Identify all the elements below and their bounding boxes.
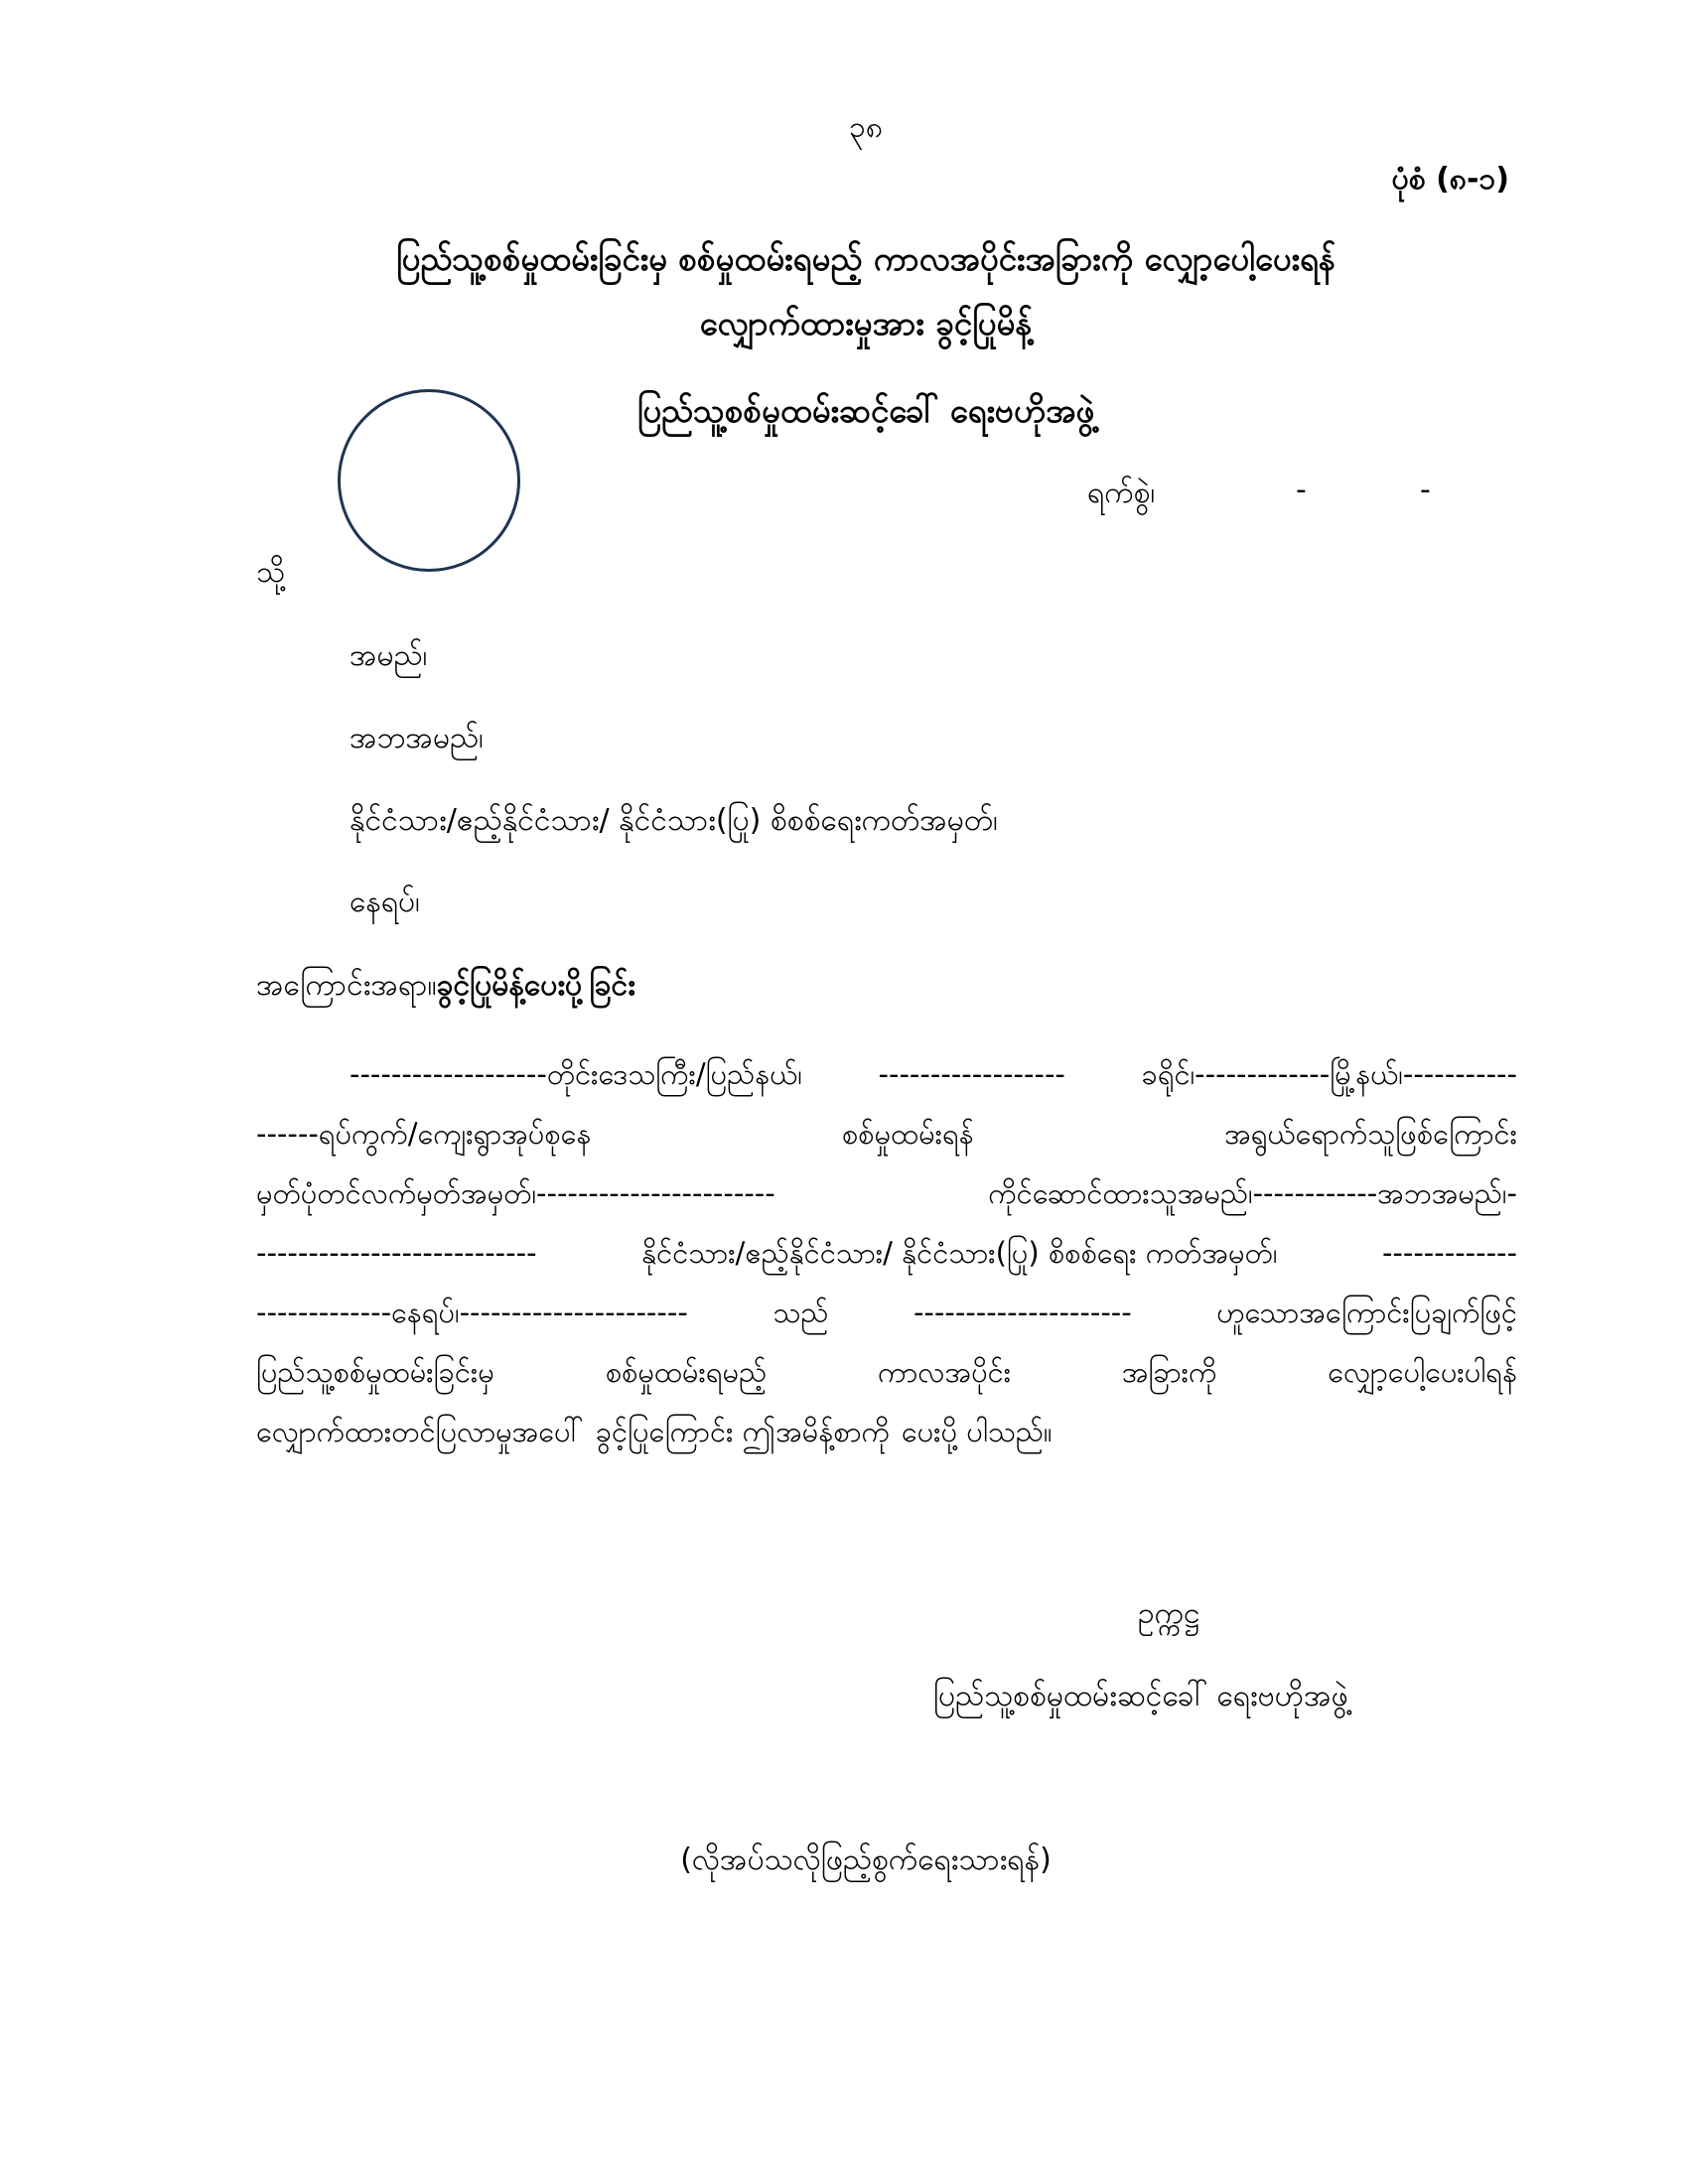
body-line-5	[256, 1283, 1517, 1342]
body-line-7	[256, 1402, 1517, 1461]
signature-issuer: ပြည်သူ့စစ်မှုထမ်းဆင့်ခေါ် ရေးဗဟိုအဖွဲ့	[933, 1679, 1348, 1713]
field-id-card: နိုင်ငံသား/ဧည့်နိုင်ငံသား/ နိုင်ငံသား(ပြု) စိစစ်ရေးကတ်အမှတ်၊	[350, 803, 998, 838]
body-segment: -------------	[1381, 1236, 1517, 1270]
body-segment: ---------------------------	[256, 1236, 537, 1270]
body-segment: ------ရပ်ကွက်/ကျေးရွာအုပ်စုနေ	[256, 1117, 592, 1151]
subject-label: အကြောင်းအရာ။	[256, 968, 437, 1003]
field-address: နေရပ်၊	[350, 885, 420, 919]
body-segment: သည်	[773, 1296, 829, 1329]
body-segment: လျှောက်ထားတင်ပြလာမှုအပေါ်	[256, 1415, 584, 1448]
field-father-name: အဘအမည်၊	[350, 721, 484, 755]
subject-line	[256, 965, 635, 1010]
footnote: (လိုအပ်သလိုဖြည့်စွက်ရေးသားရန်)	[680, 1843, 1052, 1877]
body-segment: ကိုင်ဆောင်ထားသူအမည်၊------------အဘအမည်၊-	[988, 1176, 1517, 1210]
body-segment: ခွင့်ပြုကြောင်း ဤအမိန့်စာကို	[595, 1415, 890, 1448]
body-segment: စစ်မှုထမ်းရန်	[841, 1117, 974, 1151]
body-segment: ခရိုင်၊-------------မြို့နယ်၊-----------	[1141, 1057, 1517, 1091]
body-segment: လျှော့ပေါ့ပေးပါရန်	[1328, 1355, 1517, 1389]
date-separator-2: -	[1420, 473, 1431, 507]
date-separator-1: -	[1296, 473, 1307, 507]
body-segment: အခြားကို	[1121, 1355, 1217, 1389]
seal-circle	[338, 389, 520, 572]
title-line-1: ပြည်သူ့စစ်မှုထမ်းခြင်းမှ စစ်မှုထမ်းရမည့် ကာလအပိုင်းအခြားကို လျှော့ပေါ့ပေးရန်	[396, 239, 1336, 278]
body-line-1	[256, 1044, 1517, 1104]
body-segment: -------------နေရပ်၊----------------------	[256, 1296, 688, 1329]
field-name: အမည်၊	[350, 638, 428, 673]
title-issuer: ပြည်သူ့စစ်မှုထမ်းဆင့်ခေါ် ရေးဗဟိုအဖွဲ့	[636, 391, 1095, 430]
date-label: ရက်စွဲ၊	[1087, 476, 1156, 510]
body-segment: စစ်မှုထမ်းရမည့်	[605, 1355, 768, 1389]
date-line	[1087, 473, 1431, 517]
body-segment: မှတ်ပုံတင်လက်မှတ်အမှတ်၊-----------------------	[256, 1176, 775, 1210]
body-segment: ကာလအပိုင်း	[877, 1355, 1012, 1389]
body-segment: နိုင်ငံသား/ဧည့်နိုင်ငံသား/ နိုင်ငံသား(ပြု) စိစစ်ရေး ကတ်အမှတ်၊	[641, 1236, 1278, 1270]
signature-title: ဥက္ကဋ္ဌ	[1138, 1596, 1200, 1631]
body-segment: ------------------	[878, 1057, 1065, 1091]
body-segment: ပေးပို့ ပါသည်။	[901, 1415, 1053, 1448]
body-segment: ---------------------	[913, 1296, 1132, 1329]
body-segment: ပြည်သူ့စစ်မှုထမ်းခြင်းမှ	[256, 1355, 494, 1389]
body-paragraph	[256, 1044, 1517, 1461]
body-line-6	[256, 1342, 1517, 1402]
body-line-2	[256, 1104, 1517, 1163]
subject-text: ခွင့်ပြုမိန့်ပေးပို့ခြင်း	[436, 968, 635, 1003]
recipient-to: သို့	[256, 555, 286, 590]
body-segment: -------------------တိုင်းဒေသကြီး/ပြည်နယ်၊	[350, 1057, 802, 1091]
form-number: ပုံစံ (၈-၁)	[1391, 162, 1509, 197]
body-line-3	[256, 1163, 1517, 1223]
body-line-4	[256, 1223, 1517, 1283]
body-segment: ဟူသောအကြောင်းပြချက်ဖြင့်	[1216, 1296, 1517, 1329]
page-number: ၃၈	[848, 110, 883, 145]
body-segment: အရွယ်ရောက်သူဖြစ်ကြောင်း	[1224, 1117, 1517, 1151]
title-line-2: လျှောက်ထားမှုအား ခွင့်ပြုမိန့်	[699, 304, 1033, 342]
